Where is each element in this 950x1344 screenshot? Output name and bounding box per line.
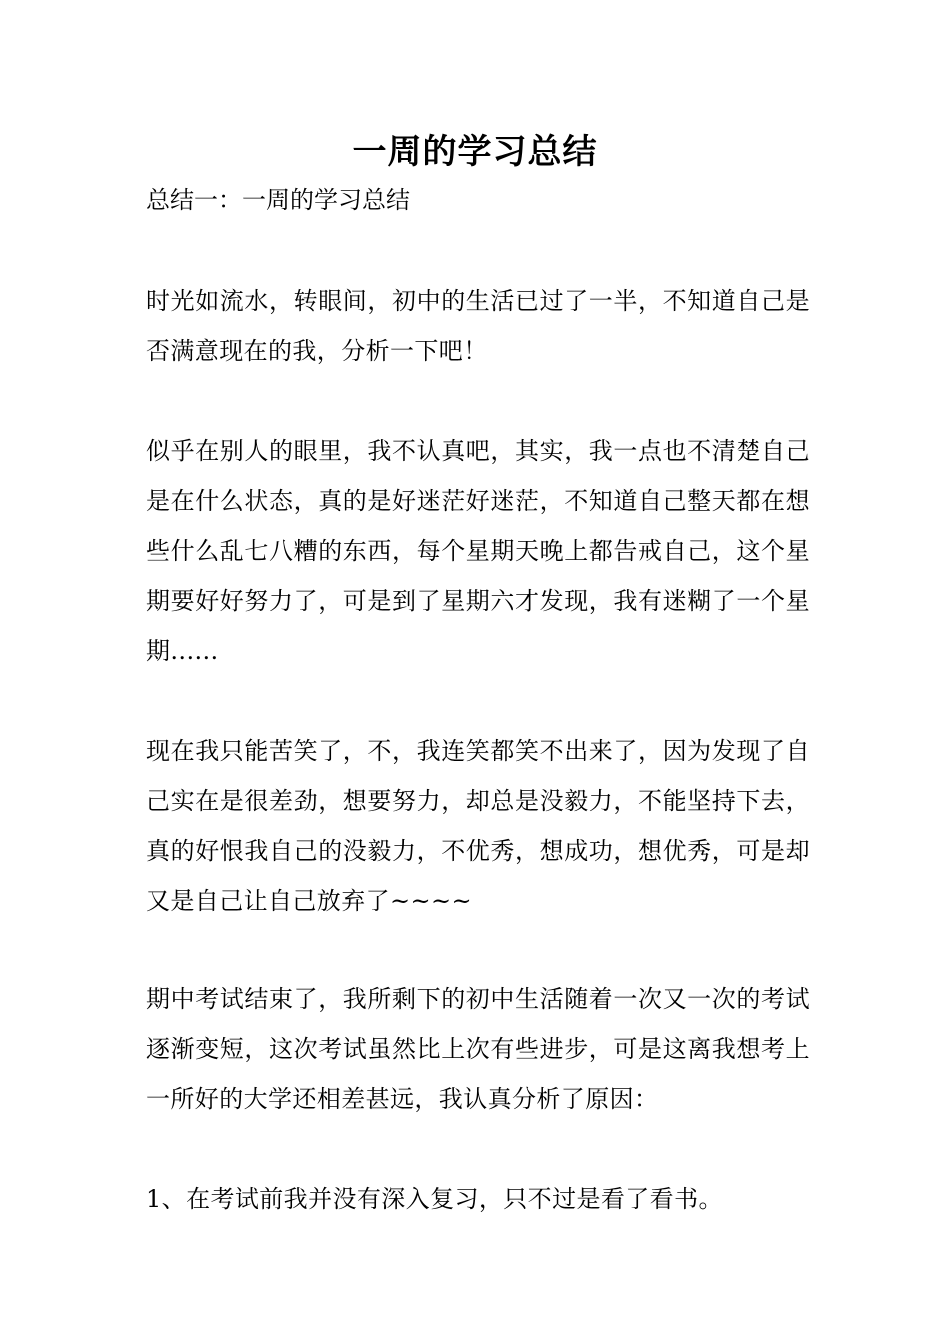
paragraph-5: 1、在考试前我并没有深入复习，只不过是看了看书。 [146, 1185, 723, 1213]
paragraph-2: 似乎在别人的眼里，我不认真吧，其实，我一点也不清楚自己是在什么状态，真的是好迷茫好迷茫，不知道自己整天都在想些什么乱七八糟的东西，每个星期天晚上都告戒自己，这个星期要好好努力了，可是到了星期六才发现，我有迷糊了一个星期...... [146, 437, 810, 665]
paragraph-1: 时光如流水，转眼间，初中的生活已过了一半，不知道自己是否满意现在的我，分析一下吧！ [146, 287, 810, 365]
paragraph-3: 现在我只能苦笑了，不，我连笑都笑不出来了，因为发现了自己实在是很差劲，想要努力，却总是没毅力，不能坚持下去，真的好恨我自己的没毅力，不优秀，想成功，想优秀，可是却又是自己让自己放弃了~~~~ [146, 737, 810, 915]
paragraph-4: 期中考试结束了，我所剩下的初中生活随着一次又一次的考试逐渐变短，这次考试虽然比上次有些进步，可是这离我想考上一所好的大学还相差甚远，我认真分析了原因： [146, 985, 810, 1113]
document-subtitle: 总结一：一周的学习总结 [146, 186, 410, 214]
document-title: 一周的学习总结 [352, 132, 598, 172]
